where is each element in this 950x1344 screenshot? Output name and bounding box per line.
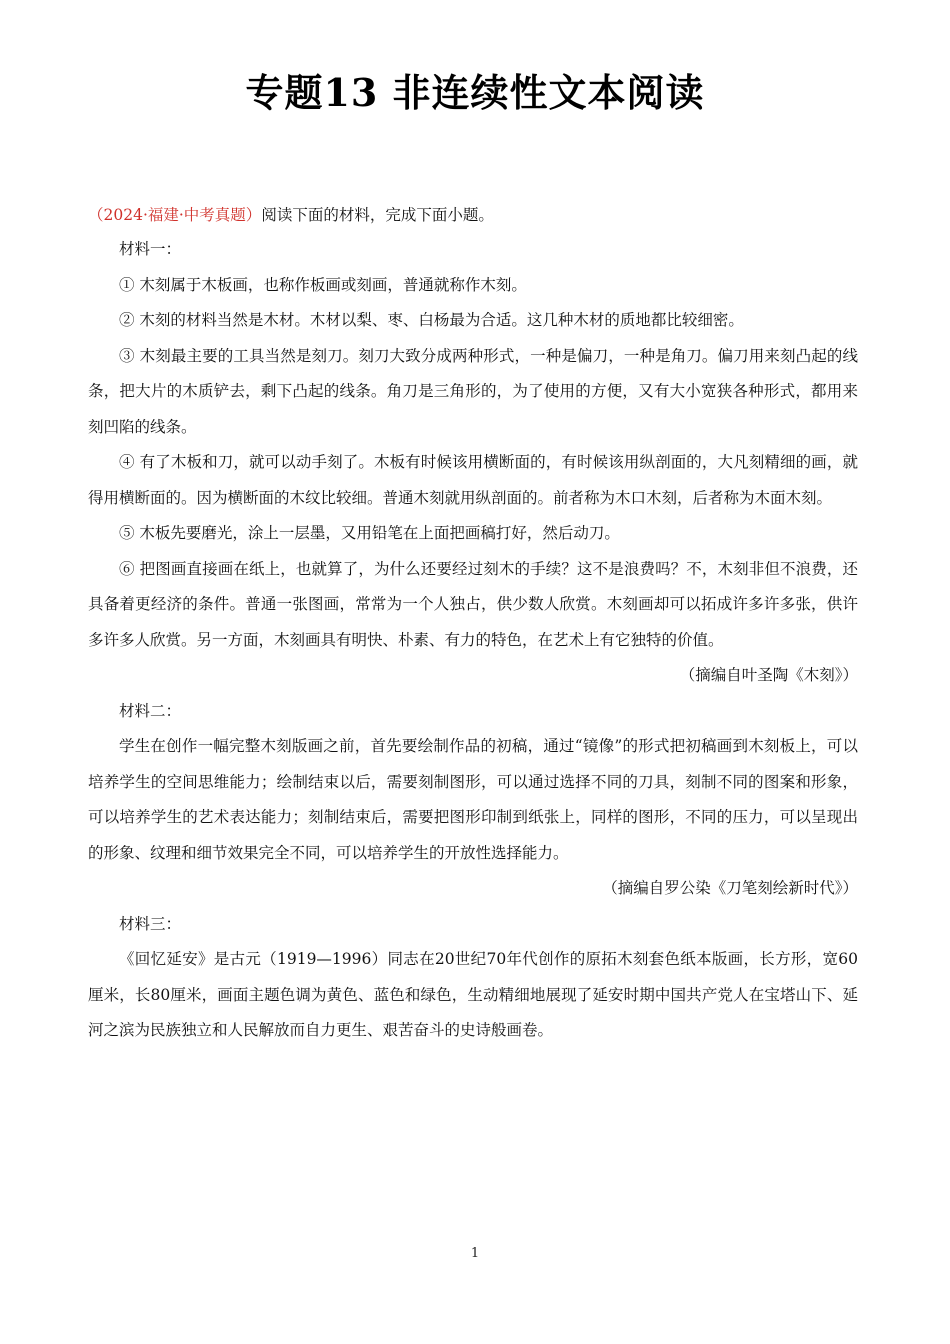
intro-line <box>88 204 858 226</box>
question-source: （2024·福建·中考真题） <box>88 206 262 224</box>
material1-paragraph-3: ③ 木刻最主要的工具当然是刻刀。刻刀大致分成两种形式，一种是偏刀，一种是角刀。偏刀用来刻凸起的线条，把大片的木质铲去，剩下凸起的线条。角刀是三角形的，为了使用的方便，又有大小宽狭各种形式，都用来刻凹陷的线条。 <box>88 346 858 436</box>
question-instruction: 阅读下面的材料，完成下面小题。 <box>261 206 494 224</box>
material1-paragraph-6: ⑥ 把图画直接画在纸上，也就算了，为什么还要经过刻木的手续？这不是浪费吗？不，木刻非但不浪费，还具备着更经济的条件。普通一张图画，常常为一个人独占，供少数人欣赏。木刻画却可以拓成许多许多张，供许多许多人欣赏。另一方面，木刻画具有明快、朴素、有力的特色，在艺术上有它独特的价值。 <box>88 559 858 649</box>
material1-paragraph-1: ① 木刻属于木板画，也称作板画或刻画，普通就称作木刻。 <box>119 275 527 294</box>
material1-citation: （摘编自叶圣陶《木刻》） <box>679 666 858 684</box>
material3-paragraph: 《回忆延安》是古元（1919—1996）同志在20世纪70年代创作的原拓木刻套色纸本版画，长方形，宽60厘米，长80厘米，画面主题色调为黄色、蓝色和绿色，生动精细地展现了延安时期中国共产党人在宝塔山下、延河之滨为民族独立和人民解放而自力更生、艰苦奋斗的史诗般画卷。 <box>88 950 858 1039</box>
page-title: 专题13 非连续性文本阅读 <box>245 70 705 115</box>
page-number: 1 <box>470 1246 480 1261</box>
material2-citation: （摘编自罗公染《刀笔刻绘新时代》） <box>602 879 858 897</box>
material2-paragraph: 学生在创作一幅完整木刻版画之前，首先要绘制作品的初稿，通过“镜像”的形式把初稿画到木刻板上，可以培养学生的空间思维能力；绘制结束以后，需要刻制图形，可以通过选择不同的刀具，刻制不同的图案和形象，可以培养学生的艺术表达能力；刻制结束后，需要把图形印制到纸张上，同样的图形，不同的压力，可以呈现出的形象、纹理和细节效果完全不同，可以培养学生的开放性选择能力。 <box>88 737 858 862</box>
material3-label: 材料三： <box>119 914 182 933</box>
material1-paragraph-2: ② 木刻的材料当然是木材。木材以梨、枣、白杨最为合适。这几种木材的质地都比较细密。 <box>119 311 744 329</box>
document-body <box>88 204 858 1049</box>
material1-label: 材料一： <box>119 240 182 258</box>
material1-paragraph-4: ④ 有了木板和刀，就可以动手刻了。木板有时候该用横断面的，有时候该用纵剖面的，大凡刻精细的画，就得用横断面的。因为横断面的木纹比较细。普通木刻就用纵剖面的。前者称为木口木刻，后者称为木面木刻。 <box>88 453 858 507</box>
material1-paragraph-5: ⑤ 木板先要磨光，涂上一层墨，又用铅笔在上面把画稿打好，然后动刀。 <box>119 524 620 542</box>
material2-label: 材料二： <box>119 701 182 720</box>
